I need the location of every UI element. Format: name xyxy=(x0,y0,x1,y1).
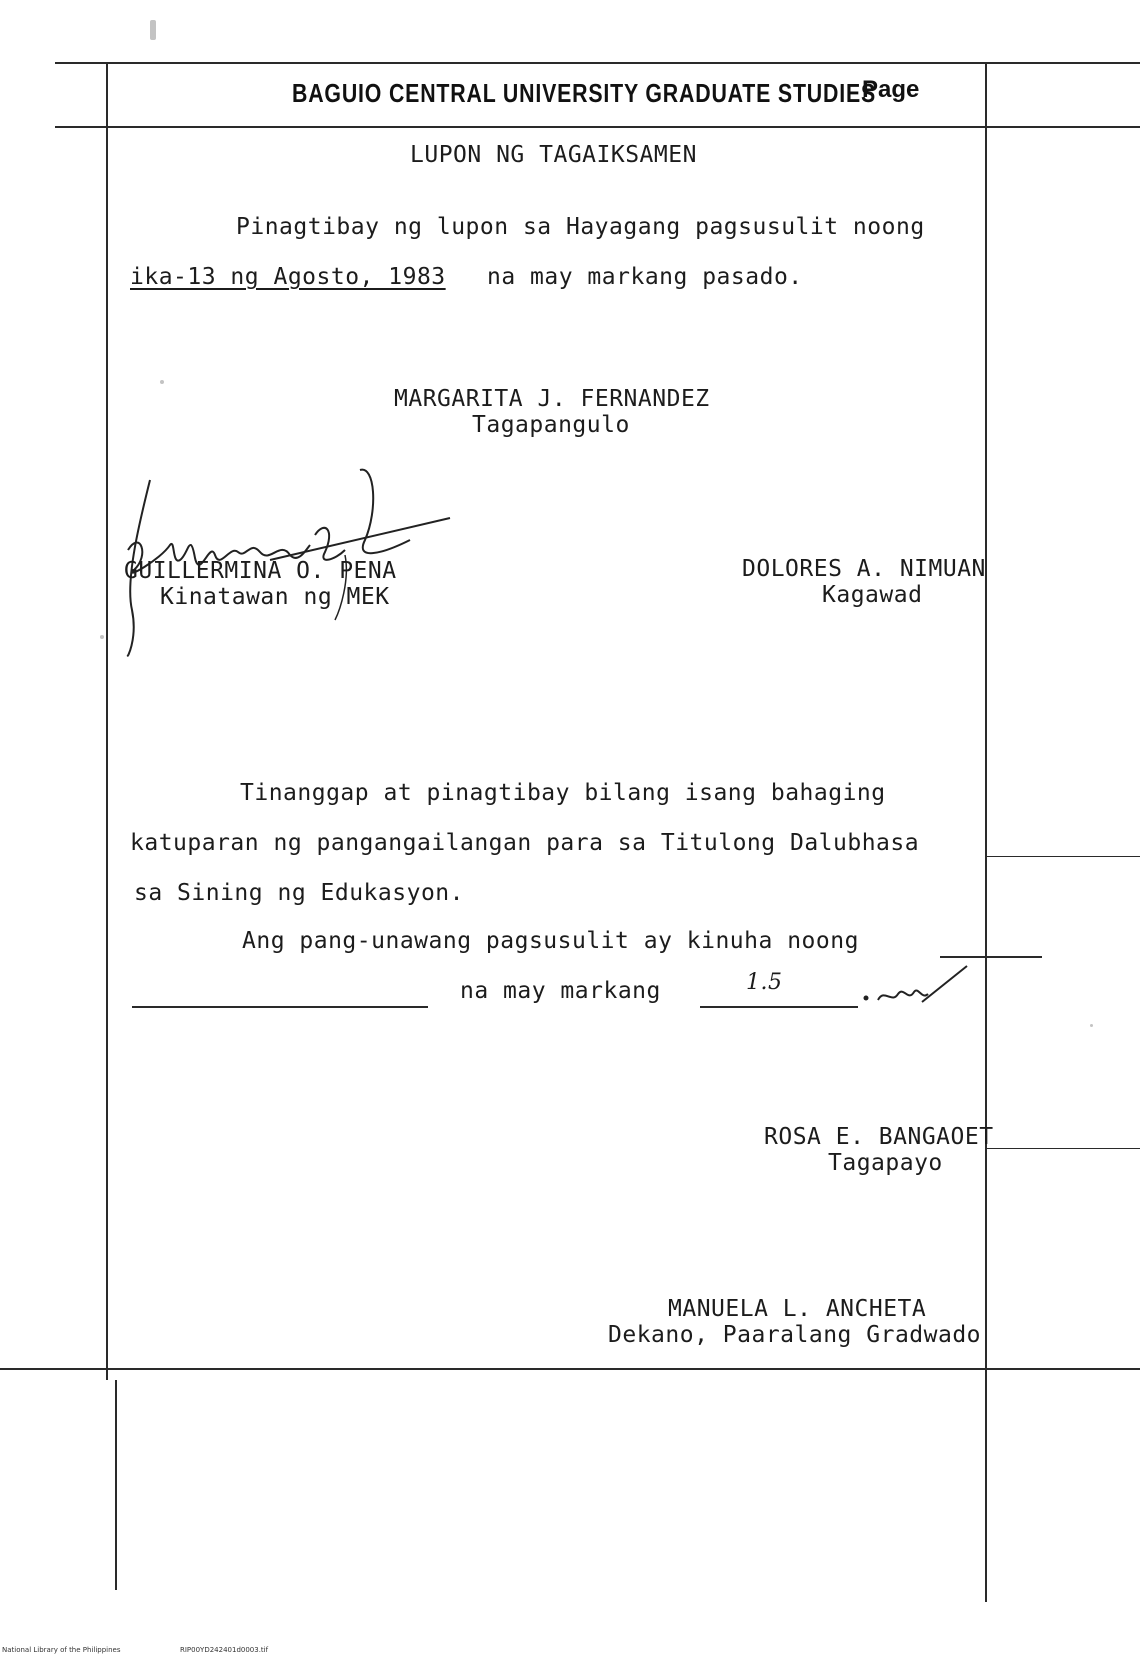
member-right-name: DOLORES A. NIMUAN xyxy=(742,556,986,582)
acceptance-line-1: Tinanggap at pinagtibay bilang isang bahaging xyxy=(240,780,886,806)
right-tick-2 xyxy=(987,1148,1140,1149)
chair-title: Tagapangulo xyxy=(472,412,630,438)
member-right-title: Kagawad xyxy=(822,582,923,608)
bottom-rule xyxy=(0,1368,1140,1370)
exam-date-blank-1 xyxy=(940,956,1042,958)
acceptance-line-3: sa Sining ng Edukasyon. xyxy=(134,880,464,906)
institution-title: BAGUIO CENTRAL UNIVERSITY GRADUATE STUDIES xyxy=(292,78,877,108)
right-tick-1 xyxy=(987,856,1140,857)
dean-title: Dekano, Paaralang Gradwado xyxy=(608,1322,982,1348)
page-label: Page xyxy=(862,76,920,103)
scan-speck xyxy=(1090,1024,1093,1027)
chair-name: MARGARITA J. FERNANDEZ xyxy=(394,386,710,412)
adviser-title: Tagapayo xyxy=(828,1150,943,1176)
member-left-title: Kinatawan ng MEK xyxy=(160,584,390,610)
grade-blank xyxy=(700,1006,858,1008)
acceptance-line-5: na may markang xyxy=(460,978,661,1004)
committee-heading: LUPON NG TAGAIKSAMEN xyxy=(410,142,697,168)
scan-speck xyxy=(150,20,156,40)
scan-speck xyxy=(100,635,104,639)
acceptance-line-2: katuparan ng pangangailangan para sa Titulong Dalubhasa xyxy=(130,830,920,856)
approval-line-1: Pinagtibay ng lupon sa Hayagang pagsusulit noong xyxy=(236,214,925,240)
footer-source-label: National Library of the Philippines xyxy=(2,1646,121,1654)
grade-value: 1.5 xyxy=(746,970,783,995)
left-margin-rule-lower xyxy=(115,1380,117,1590)
acceptance-line-4: Ang pang-unawang pagsusulit ay kinuha noong xyxy=(242,928,859,954)
grade-initials-mark xyxy=(862,960,972,1030)
top-rule xyxy=(55,62,1140,64)
approval-line-2: na may markang pasado. xyxy=(487,264,803,290)
scan-speck xyxy=(160,380,164,384)
adviser-name: ROSA E. BANGAOET xyxy=(764,1124,994,1150)
exam-date-blank-2 xyxy=(132,1006,428,1008)
header-rule xyxy=(55,126,1140,128)
member-left-name: GUILLERMINA O. PENA xyxy=(124,558,397,584)
left-margin-rule xyxy=(106,62,108,1380)
approval-date: ika-13 ng Agosto, 1983 xyxy=(130,264,446,290)
footer-file-label: RIP00YD242401d0003.tif xyxy=(180,1646,269,1654)
right-margin-rule xyxy=(985,62,987,1602)
dean-name: MANUELA L. ANCHETA xyxy=(668,1296,927,1322)
